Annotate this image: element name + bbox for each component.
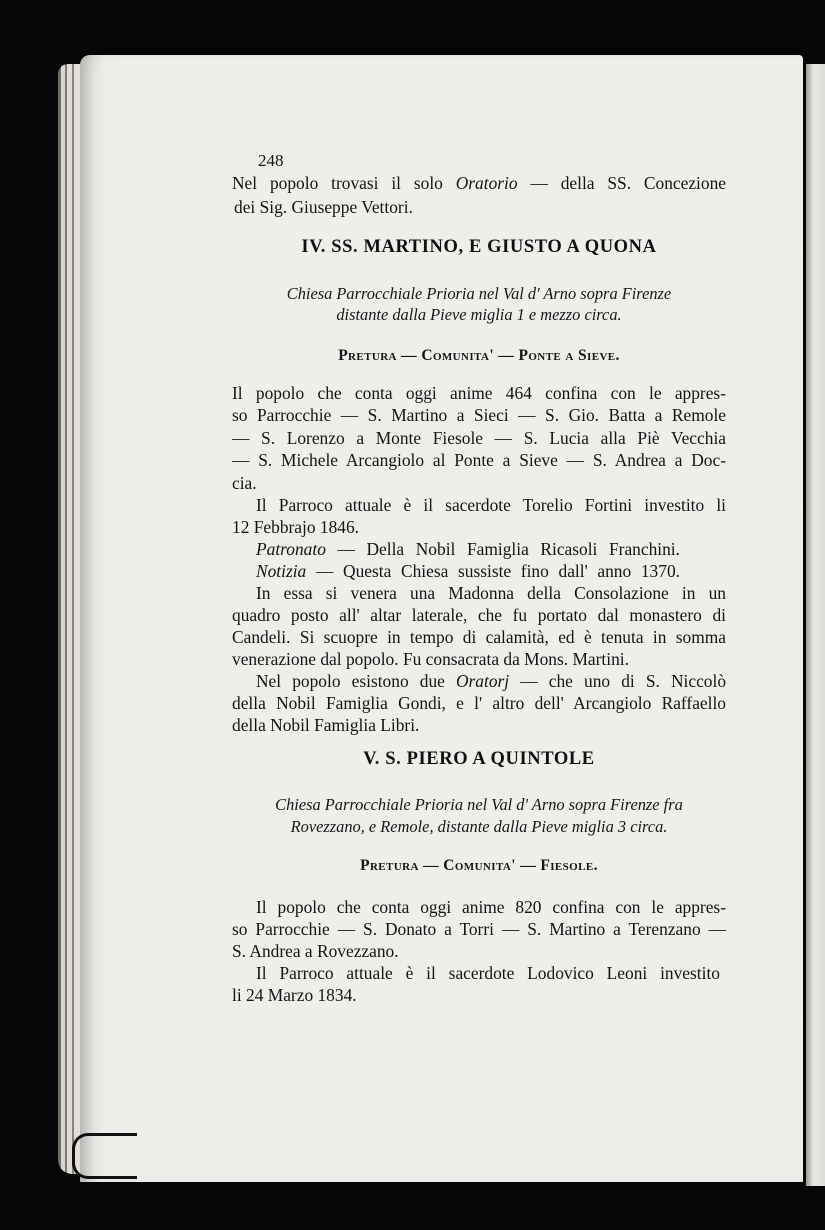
body-line: li 24 Marzo 1834. (232, 985, 357, 1005)
body-line: Il Parroco attuale è il sacerdote Lodovico Leoni investito (256, 963, 720, 983)
facing-page-edge (806, 64, 825, 1186)
body-line: Patronato — Della Nobil Famiglia Ricasoli Franchini. (256, 539, 680, 559)
section-heading: V. S. PIERO A QUINTOLE (363, 749, 595, 769)
jurisdiction-line: Pretura — Comunita' — Fiesole. (360, 857, 598, 874)
body-line: Il Parroco attuale è il sacerdote Torelio Fortini investito li (256, 495, 726, 515)
body-line: Nel popolo esistono due Oratorj — che uno di S. Niccolò (256, 671, 727, 691)
page-clip (72, 1133, 137, 1179)
italic-term: Notizia (256, 561, 307, 581)
section-subtitle: distante dalla Pieve miglia 1 e mezzo circa. (336, 305, 622, 324)
section-subtitle: Chiesa Parrocchiale Prioria nel Val d' Arno sopra Firenze fra (275, 795, 683, 814)
body-line: S. Andrea a Rovezzano. (232, 941, 399, 961)
body-line: — S. Lorenzo a Monte Fiesole — S. Lucia alla Piè Vecchia (232, 428, 726, 448)
intro-line: dei Sig. Giuseppe Vettori. (234, 197, 413, 217)
body-line: so Parrocchie — S. Donato a Torri — S. Martino a Terenzano — (232, 919, 726, 939)
body-line: Il popolo che conta oggi anime 820 confina con le appres- (256, 897, 726, 917)
page-number: 248 (258, 151, 284, 170)
body-line: so Parrocchie — S. Martino a Sieci — S. Gio. Batta a Remole (232, 405, 726, 425)
body-line: della Nobil Famiglia Gondi, e l' altro dell' Arcangiolo Raffaello (232, 693, 726, 713)
section-subtitle: Rovezzano, e Remole, distante dalla Pieve miglia 3 circa. (290, 817, 668, 836)
body-line: quadro posto all' altar laterale, che fu portato dal monastero di (232, 605, 726, 625)
body-line: Candeli. Si scuopre in tempo di calamità, ed è tenuta in somma (232, 627, 726, 647)
italic-term: Oratorj (455, 671, 510, 691)
jurisdiction-line: Pretura — Comunita' — Ponte a Sieve. (338, 347, 620, 364)
body-line: cia. (232, 473, 257, 493)
section-heading: IV. SS. MARTINO, E GIUSTO A QUONA (301, 237, 657, 257)
body-line: In essa si venera una Madonna della Consolazione in un (256, 583, 726, 603)
body-line: della Nobil Famiglia Libri. (232, 715, 420, 735)
section-subtitle: Chiesa Parrocchiale Prioria nel Val d' Arno sopra Firenze (286, 284, 672, 303)
italic-term: Oratorio (455, 173, 518, 193)
body-line: Notizia — Questa Chiesa sussiste fino dall' anno 1370. (256, 561, 680, 581)
body-line: 12 Febbrajo 1846. (232, 517, 360, 537)
body-line: Il popolo che conta oggi anime 464 confina con le appres- (232, 383, 726, 403)
italic-term: Patronato (256, 539, 326, 559)
intro-line: Nel popolo trovasi il solo Oratorio — della SS. Concezione (232, 173, 726, 193)
body-line: venerazione dal popolo. Fu consacrata da Mons. Martini. (232, 649, 629, 669)
body-line: — S. Michele Arcangiolo al Ponte a Sieve — S. Andrea a Doc- (232, 450, 726, 470)
